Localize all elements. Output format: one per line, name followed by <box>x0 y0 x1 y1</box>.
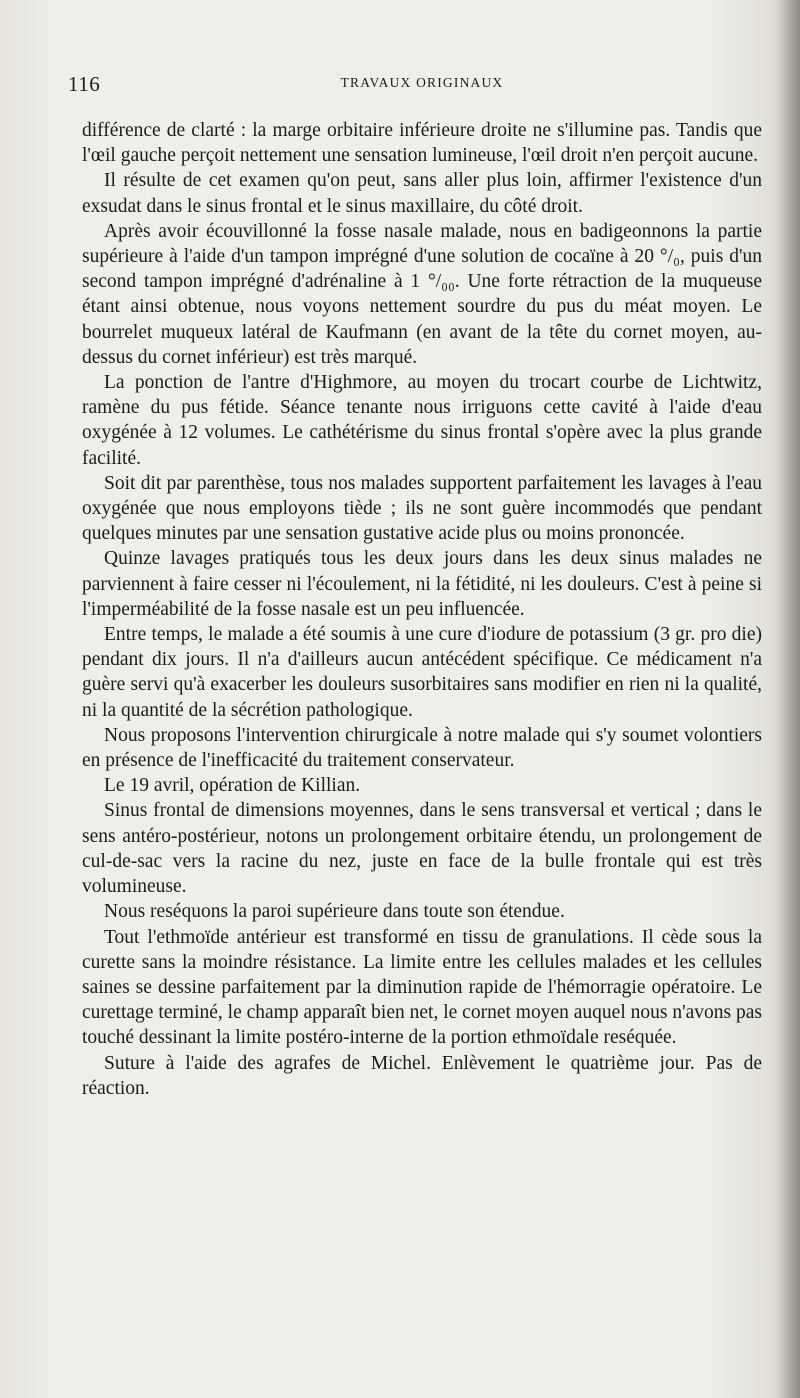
paragraph-3: Après avoir écouvillonné la fosse nasale malade, nous en badigeonnons la partie supérieure à l'aide d'un tampon imprégné d'une solution de cocaïne à 20 °/₀, puis d'un second tampon imprégné d'adrénaline à 1 °/₀₀. Une forte rétraction de la muqueuse étant ainsi obtenue, nous voyons nettement sourdre du pus du méat moyen. Le bourrelet muqueux latéral de Kaufmann (en avant de la tête du cornet moyen, au-dessus du cornet inférieur) est très marqué. <box>82 220 762 368</box>
body-text <box>82 118 762 1101</box>
paragraph-11: Nous reséquons la paroi supérieure dans toute son étendue. <box>104 901 565 923</box>
paragraph-4: La ponction de l'antre d'Highmore, au moyen du trocart courbe de Lichtwitz, ramène du pus fétide. Séance tenante nous irriguons cette cavité à l'aide d'eau oxygénée à 12 volumes. Le cathétérisme du sinus frontal s'opère avec la plus grande facilité. <box>82 372 762 469</box>
paragraph-13: Suture à l'aide des agrafes de Michel. Enlèvement le quatrième jour. Pas de réaction. <box>82 1052 762 1099</box>
running-head <box>68 64 762 104</box>
running-title: TRAVAUX ORIGINAUX <box>340 75 504 90</box>
paragraph-7: Entre temps, le malade a été soumis à une cure d'iodure de potassium (3 gr. pro die) pendant dix jours. Il n'a d'ailleurs aucun antécédent spécifique. Ce médicament n'a guère servi qu'à exacerber les douleurs susorbitaires sans modifier en rien ni la qualité, ni la quantité de la sécrétion pathologique. <box>82 624 762 721</box>
paragraph-9: Le 19 avril, opération de Killian. <box>104 775 361 797</box>
paragraph-2: Il résulte de cet examen qu'on peut, sans aller plus loin, affirmer l'existence d'un exsudat dans le sinus frontal et le sinus maxillaire, du côté droit. <box>82 170 762 217</box>
paragraph-12: Tout l'ethmoïde antérieur est transformé en tissu de granulations. Il cède sous la curette sans la moindre résistance. La limite entre les cellules malades et les cellules saines se dessine parfaitement par la diminution rapide de l'hémorragie opératoire. Le curettage terminé, le champ apparaît bien net, le cornet moyen auquel nous n'avons pas touché dessinant la limite postéro-interne de la portion ethmoïdale reséquée. <box>82 926 762 1049</box>
page-number: 116 <box>68 72 101 96</box>
page-edge-shadow <box>778 0 800 1398</box>
paragraph-10: Sinus frontal de dimensions moyennes, dans le sens transversal et vertical ; dans le sens antéro-postérieur, notons un prolongement orbitaire étendu, un prolongement de cul-de-sac vers la racine du nez, juste en face de la bulle frontale qui est très volumineuse. <box>82 800 762 898</box>
paragraph-1: différence de clarté : la marge orbitaire inférieure droite ne s'illumine pas. Tandis que l'œil gauche perçoit nettement une sensation lumineuse, l'œil droit n'en perçoit aucune. <box>82 120 762 167</box>
paragraph-8: Nous proposons l'intervention chirurgicale à notre malade qui s'y soumet volontiers en présence de l'inefficacité du traitement conservateur. <box>82 724 762 772</box>
paragraph-6: Quinze lavages pratiqués tous les deux jours dans les deux sinus malades ne parviennent à faire cesser ni l'écoulement, ni la fétidité, ni les douleurs. C'est à peine si l'imperméabilité de la fosse nasale est un peu influencée. <box>82 548 762 620</box>
paragraph-5: Soit dit par parenthèse, tous nos malades supportent parfaitement les lavages à l'eau oxygénée que nous employons tiède ; ils ne sont guère incommodés que pendant quelques minutes par une sensation gustative acide plus ou moins prononcée. <box>82 472 762 545</box>
